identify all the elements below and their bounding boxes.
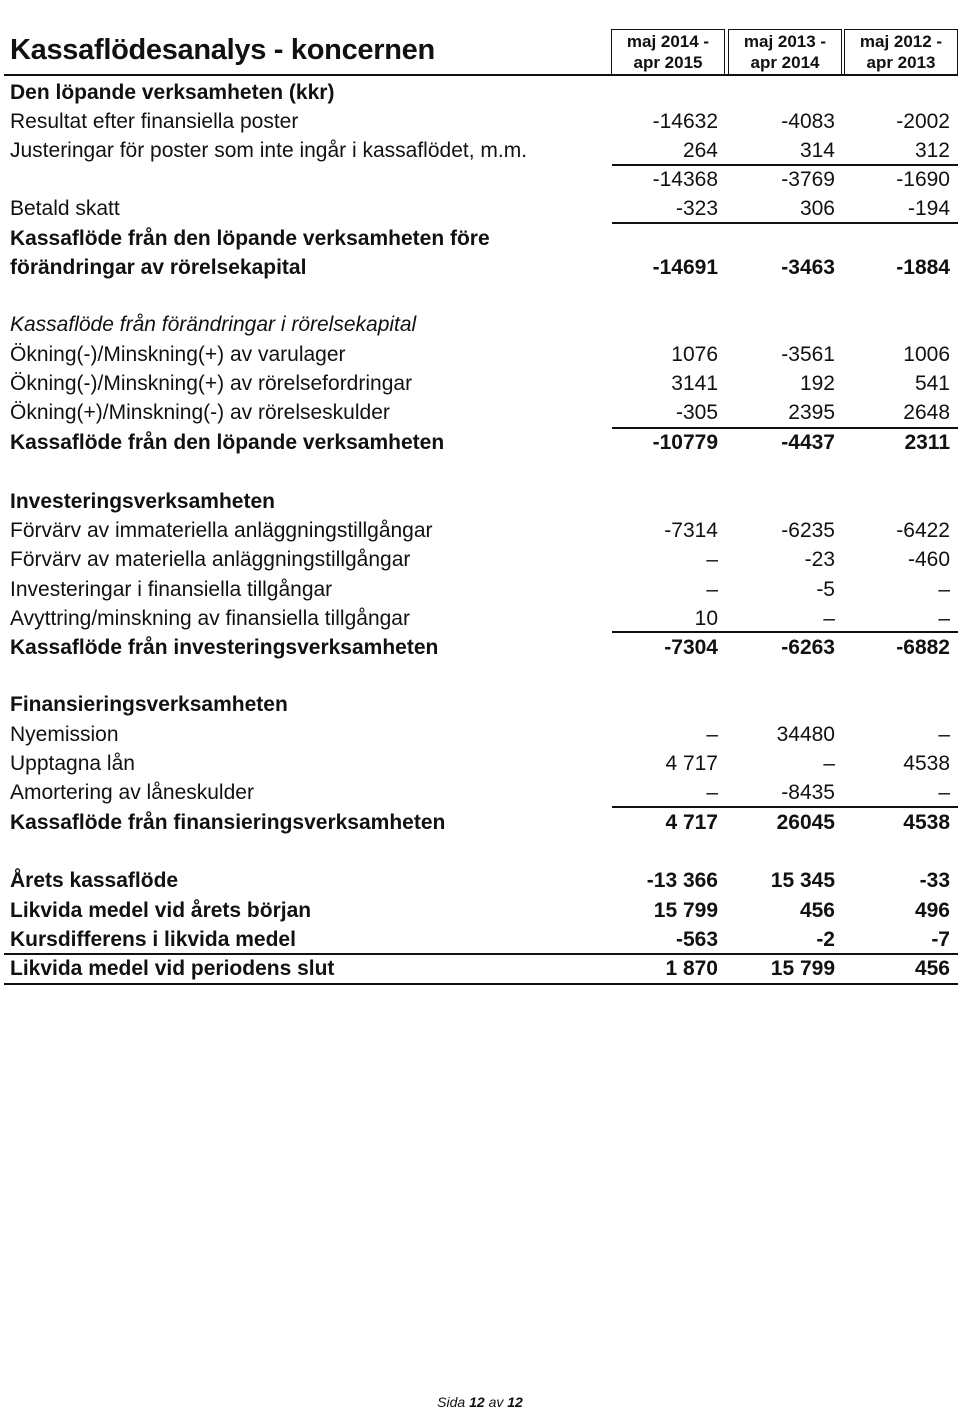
row-label: Ökning(-)/Minskning(+) av rörelsefordringar <box>10 372 413 395</box>
column-header-3-line2: apr 2013 <box>866 53 936 72</box>
footer-mid: av <box>488 1394 504 1410</box>
table-row <box>0 690 960 719</box>
total-rule <box>4 953 958 955</box>
table-row <box>0 896 960 925</box>
row-value-col3: -2002 <box>896 110 950 133</box>
row-value-col3: 4538 <box>903 752 950 775</box>
row-value-col3: 496 <box>914 899 950 922</box>
subtotal-rule <box>612 631 958 633</box>
row-label: Ökning(-)/Minskning(+) av varulager <box>10 343 346 366</box>
table-row <box>0 516 960 545</box>
row-label: Justeringar för poster som inte ingår i kassaflödet, m.m. <box>10 139 528 162</box>
row-label: Investeringar i finansiella tillgångar <box>10 578 333 601</box>
footer-total: 12 <box>507 1394 523 1410</box>
row-label: förändringar av rörelsekapital <box>10 256 307 279</box>
row-label: Likvida medel vid periodens slut <box>10 957 335 980</box>
row-value-col1: -323 <box>675 197 718 220</box>
row-value-col1: 1 870 <box>665 957 718 980</box>
row-value-col1: -305 <box>675 401 718 424</box>
column-header-1 <box>611 29 725 75</box>
total-rule <box>4 983 958 985</box>
row-value-col2: -4083 <box>781 110 835 133</box>
row-value-col1: -7304 <box>664 636 718 659</box>
row-value-col3: -6882 <box>896 636 950 659</box>
subtotal-rule <box>612 164 958 166</box>
row-value-col1: -7314 <box>664 519 718 542</box>
column-header-2-line1: maj 2013 - <box>743 32 827 51</box>
page-title: Kassaflödesanalys - koncernen <box>10 34 435 66</box>
table-row <box>0 866 960 895</box>
row-value-col3: -33 <box>919 869 950 892</box>
row-value-col2: -2 <box>816 928 835 951</box>
subtotal-rule <box>612 806 958 808</box>
table-row <box>0 224 960 253</box>
column-header-3-line1: maj 2012 - <box>859 32 943 51</box>
table-row <box>0 165 960 194</box>
row-value-col1: -13 366 <box>646 869 718 892</box>
row-value-col2: 2395 <box>788 401 835 424</box>
row-label: Ökning(+)/Minskning(-) av rörelseskulder <box>10 401 390 424</box>
row-label: Förvärv av immateriella anläggningstillgångar <box>10 519 433 542</box>
row-value-col3: – <box>938 578 950 601</box>
footer-page: 12 <box>469 1394 485 1410</box>
row-label: Nyemission <box>10 723 119 746</box>
row-value-col2: – <box>823 752 835 775</box>
row-value-col2: -6263 <box>781 636 835 659</box>
row-label: Kassaflöde från förändringar i rörelsekapital <box>10 313 417 336</box>
row-value-col2: – <box>823 607 835 630</box>
table-row <box>0 633 960 662</box>
row-label: Den löpande verksamheten (kkr) <box>10 81 335 104</box>
row-value-col1: 264 <box>682 139 718 162</box>
row-value-col2: 15 345 <box>770 869 835 892</box>
row-value-col3: 2648 <box>903 401 950 424</box>
row-label: Kursdifferens i likvida medel <box>10 928 296 951</box>
title-rule <box>4 74 958 76</box>
table-row <box>0 575 960 604</box>
row-value-col3: -1690 <box>896 168 950 191</box>
row-value-col3: -6422 <box>896 519 950 542</box>
footer-prefix: Sida <box>437 1394 466 1410</box>
row-label: Kassaflöde från den löpande verksamheten före <box>10 227 490 250</box>
row-value-col1: 4 717 <box>665 752 718 775</box>
row-value-col1: -563 <box>675 928 718 951</box>
row-label: Avyttring/minskning av finansiella tillgångar <box>10 607 410 630</box>
row-label: Resultat efter finansiella poster <box>10 110 299 133</box>
row-value-col1: -14632 <box>652 110 718 133</box>
row-value-col1: 15 799 <box>653 899 718 922</box>
row-label: Kassaflöde från finansieringsverksamheten <box>10 811 446 834</box>
table-row <box>0 487 960 516</box>
table-row <box>0 545 960 574</box>
row-label: Upptagna lån <box>10 752 135 775</box>
table-row <box>0 340 960 369</box>
row-value-col1: 3141 <box>671 372 718 395</box>
row-value-col3: 1006 <box>903 343 950 366</box>
column-header-2-line2: apr 2014 <box>750 53 820 72</box>
row-value-col1: 4 717 <box>665 811 718 834</box>
row-label: Årets kassaflöde <box>10 869 179 892</box>
table-row <box>0 954 960 983</box>
table-row <box>0 778 960 807</box>
table-row <box>0 604 960 633</box>
table-row <box>0 925 960 954</box>
row-value-col3: 456 <box>914 957 950 980</box>
row-value-col2: 456 <box>799 899 835 922</box>
table-row <box>0 749 960 778</box>
row-label: Amortering av låneskulder <box>10 781 254 804</box>
row-value-col1: – <box>706 781 718 804</box>
row-label: Kassaflöde från den löpande verksamheten <box>10 431 445 454</box>
row-value-col1: -10779 <box>652 431 718 454</box>
row-value-col1: – <box>706 548 718 571</box>
row-value-col2: -4437 <box>781 431 835 454</box>
row-value-col3: 2311 <box>904 431 950 454</box>
table-row <box>0 428 960 457</box>
column-header-3 <box>844 29 958 75</box>
row-value-col2: -8435 <box>781 781 835 804</box>
row-value-col3: -1884 <box>896 256 950 279</box>
row-value-col2: -3561 <box>781 343 835 366</box>
row-value-col3: 4538 <box>903 811 950 834</box>
row-label: Kassaflöde från investeringsverksamheten <box>10 636 439 659</box>
row-value-col1: 10 <box>694 607 718 630</box>
row-value-col3: -7 <box>931 928 950 951</box>
row-value-col2: 15 799 <box>770 957 835 980</box>
row-value-col3: -194 <box>907 197 950 220</box>
table-row <box>0 398 960 427</box>
row-label: Finansieringsverksamheten <box>10 693 288 716</box>
page-footer <box>0 1394 960 1410</box>
row-value-col1: – <box>706 723 718 746</box>
row-label: Likvida medel vid årets början <box>10 899 312 922</box>
table-row <box>0 720 960 749</box>
row-label: Förvärv av materiella anläggningstillgångar <box>10 548 411 571</box>
table-row <box>0 310 960 339</box>
row-value-col1: -14368 <box>652 168 718 191</box>
table-row <box>0 194 960 223</box>
row-value-col2: -6235 <box>781 519 835 542</box>
column-header-1-line2: apr 2015 <box>633 53 703 72</box>
subtotal-rule <box>612 427 958 429</box>
row-value-col1: 1076 <box>671 343 718 366</box>
row-value-col2: 314 <box>799 139 835 162</box>
row-value-col3: 541 <box>914 372 950 395</box>
row-value-col2: 26045 <box>776 811 835 834</box>
table-row <box>0 78 960 107</box>
column-header-2 <box>728 29 842 75</box>
table-row <box>0 107 960 136</box>
row-label: Investeringsverksamheten <box>10 490 275 513</box>
table-row <box>0 369 960 398</box>
row-value-col2: -3463 <box>781 256 835 279</box>
row-value-col2: -3769 <box>781 168 835 191</box>
row-value-col1: – <box>706 578 718 601</box>
table-row <box>0 136 960 165</box>
row-value-col2: 306 <box>799 197 835 220</box>
table-row <box>0 808 960 837</box>
row-value-col2: -5 <box>816 578 835 601</box>
row-value-col3: – <box>938 781 950 804</box>
table-row <box>0 253 960 282</box>
row-value-col1: -14691 <box>652 256 718 279</box>
row-value-col3: – <box>938 723 950 746</box>
row-value-col2: -23 <box>804 548 835 571</box>
column-header-1-line1: maj 2014 - <box>626 32 710 51</box>
row-value-col3: 312 <box>914 139 950 162</box>
subtotal-rule <box>612 222 958 224</box>
row-value-col3: -460 <box>907 548 950 571</box>
row-value-col2: 34480 <box>776 723 835 746</box>
row-value-col2: 192 <box>799 372 835 395</box>
row-label: Betald skatt <box>10 197 120 220</box>
row-value-col3: – <box>938 607 950 630</box>
